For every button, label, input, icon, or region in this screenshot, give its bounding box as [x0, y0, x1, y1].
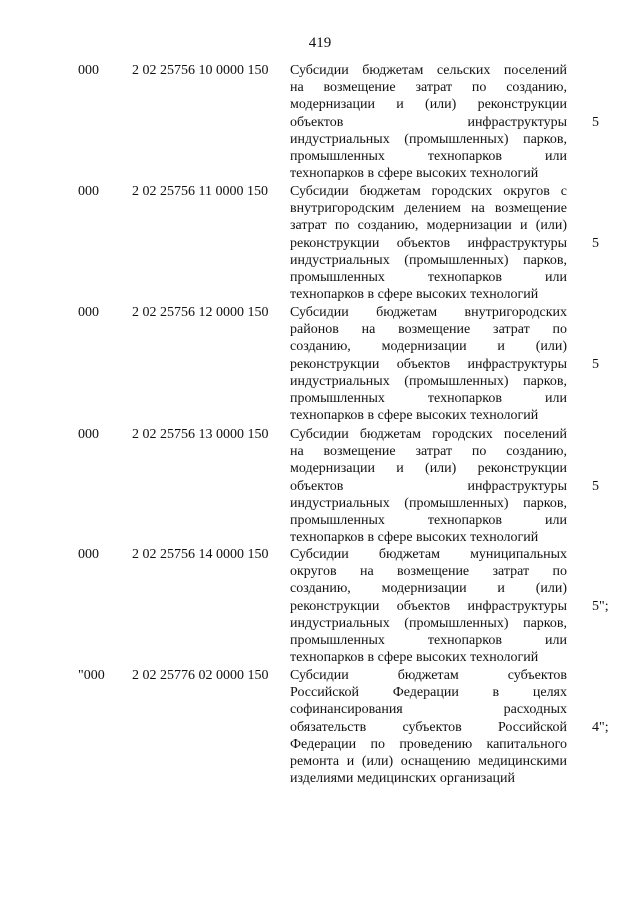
admin-code: 000	[78, 427, 99, 442]
description-line: технопарков в сфере высоких технологий	[290, 650, 539, 666]
description-line: созданию, модернизации и (или)	[290, 339, 567, 355]
description-line: софинансирования расходных	[290, 702, 567, 718]
description-line: промышленных технопарков или	[290, 269, 567, 285]
description-line: ремонта и (или) оснащению медицинскими	[290, 753, 567, 769]
description-line: на возмещение затрат по созданию,	[290, 80, 567, 96]
row-description	[290, 304, 567, 424]
description-line: Субсидии бюджетам городских поселений	[290, 427, 567, 442]
description-line: промышленных технопарков или	[290, 632, 567, 648]
description-line: промышленных технопарков или	[290, 512, 567, 528]
row-description	[290, 426, 567, 546]
row-description	[290, 183, 567, 303]
budget-code: 2 02 25756 14 0000 150	[132, 547, 269, 562]
description-line: реконструкции объектов инфраструктуры	[290, 235, 567, 251]
budget-code: 2 02 25756 11 0000 150	[132, 184, 268, 199]
description-line: Федерации по проведению капитального	[290, 736, 567, 752]
description-line: промышленных технопарков или	[290, 390, 567, 406]
description-line: технопарков в сфере высоких технологий	[290, 408, 539, 424]
row-amount: 5";	[592, 599, 609, 614]
description-line: Субсидии бюджетам муниципальных	[290, 547, 567, 562]
description-line: технопарков в сфере высоких технологий	[290, 166, 539, 182]
description-line: промышленных технопарков или	[290, 148, 567, 164]
description-line: индустриальных (промышленных) парков,	[290, 252, 567, 268]
description-line: индустриальных (промышленных) парков,	[290, 495, 567, 511]
description-line: модернизации и (или) реконструкции	[290, 97, 567, 113]
description-line: модернизации и (или) реконструкции	[290, 461, 567, 477]
row-description	[290, 667, 567, 787]
budget-code: 2 02 25756 12 0000 150	[132, 305, 269, 320]
description-line: индустриальных (промышленных) парков,	[290, 131, 567, 147]
description-line: внутригородским делением на возмещение	[290, 201, 567, 217]
description-line: созданию, модернизации и (или)	[290, 581, 567, 597]
row-amount: 5	[592, 479, 599, 494]
description-line: округов на возмещение затрат по	[290, 564, 567, 580]
description-line: технопарков в сфере высоких технологий	[290, 287, 539, 303]
description-line: на возмещение затрат по созданию,	[290, 444, 567, 460]
description-line: Субсидии бюджетам городских округов с	[290, 184, 567, 199]
description-line: объектов инфраструктуры	[290, 114, 567, 130]
admin-code: 000	[78, 184, 99, 199]
description-line: обязательств субъектов Российской	[290, 719, 567, 735]
row-amount: 5	[592, 357, 599, 372]
description-line: Российской Федерации в целях	[290, 685, 567, 701]
description-line: Субсидии бюджетам сельских поселений	[290, 63, 567, 78]
row-amount: 5	[592, 115, 599, 130]
description-line: районов на возмещение затрат по	[290, 322, 567, 338]
admin-code: 000	[78, 63, 99, 78]
description-line: индустриальных (промышленных) парков,	[290, 615, 567, 631]
description-line: Субсидии бюджетам внутригородских	[290, 305, 567, 320]
description-line: объектов инфраструктуры	[290, 478, 567, 494]
row-amount: 5	[592, 236, 599, 251]
description-line: технопарков в сфере высоких технологий	[290, 530, 539, 546]
description-line: индустриальных (промышленных) парков,	[290, 373, 567, 389]
admin-code: 000	[78, 547, 99, 562]
description-line: реконструкции объектов инфраструктуры	[290, 356, 567, 372]
description-line: изделиями медицинских организаций	[290, 771, 516, 787]
row-description	[290, 546, 567, 666]
row-description	[290, 62, 567, 182]
admin-code: 000	[78, 305, 99, 320]
budget-code: 2 02 25776 02 0000 150	[132, 668, 269, 683]
budget-code: 2 02 25756 10 0000 150	[132, 63, 269, 78]
description-line: затрат по созданию, модернизации и (или)	[290, 218, 567, 234]
page-number: 419	[308, 35, 332, 51]
description-line: реконструкции объектов инфраструктуры	[290, 598, 567, 614]
budget-code: 2 02 25756 13 0000 150	[132, 427, 269, 442]
admin-code: "000	[78, 668, 105, 683]
description-line: Субсидии бюджетам субъектов	[290, 668, 567, 683]
row-amount: 4";	[592, 720, 609, 735]
